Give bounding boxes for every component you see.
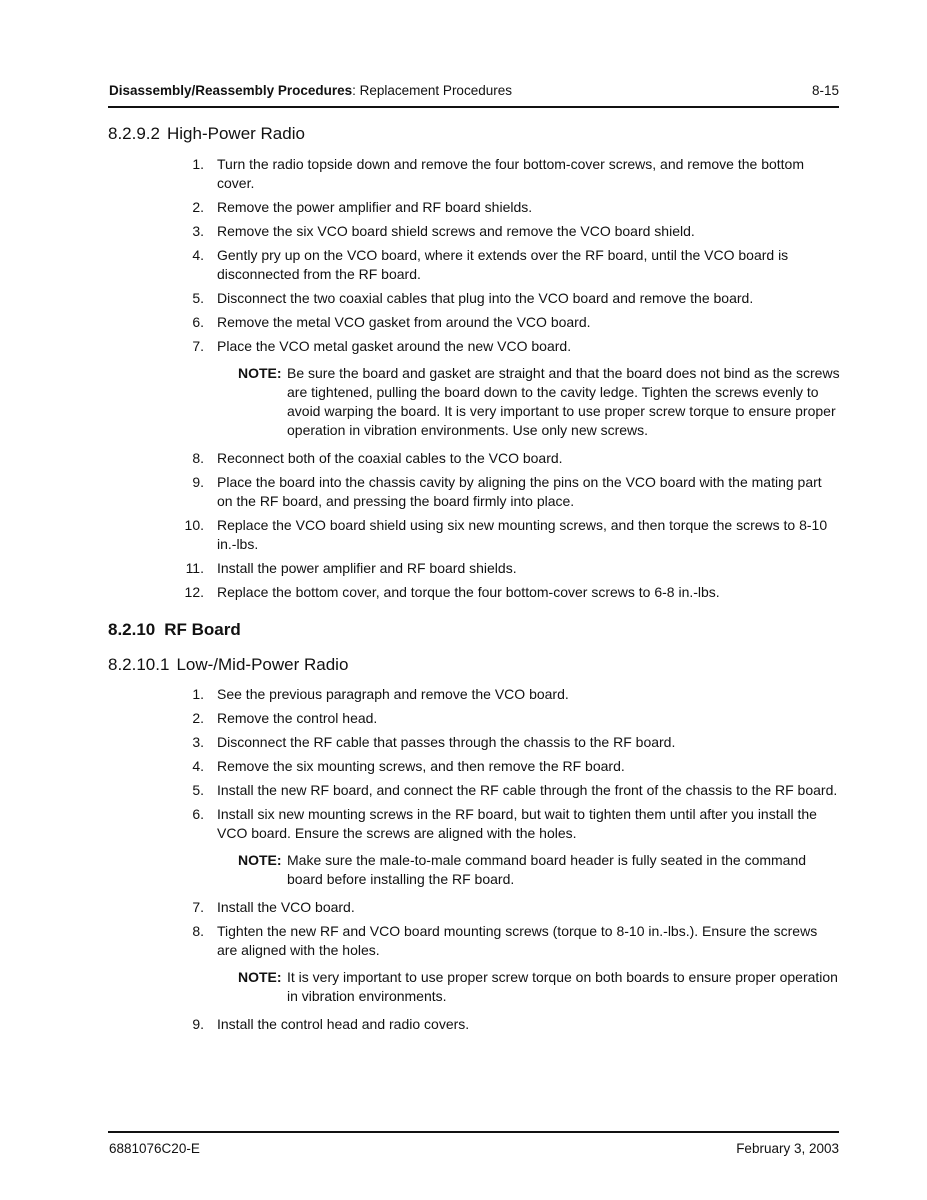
step-text: Install six new mounting screws in the RF board, but wait to tighten them until after you install the VCO board. Ensure the screws are aligned with the holes. (217, 806, 817, 841)
list-item (180, 198, 840, 217)
step-text: Remove the control head. (217, 710, 378, 726)
step-number: 2. (192, 199, 204, 215)
note-block (238, 851, 840, 889)
header-page-number: 8-15 (811, 83, 839, 98)
step-number: 11. (185, 560, 204, 576)
step-text: Disconnect the two coaxial cables that plug into the VCO board and remove the board. (217, 290, 754, 306)
step-text: Replace the bottom cover, and torque the four bottom-cover screws to 6-8 in.-lbs. (217, 584, 720, 600)
footer-date: February 3, 2003 (736, 1141, 839, 1156)
list-item (180, 1015, 840, 1034)
step-text: Gently pry up on the VCO board, where it extends over the RF board, until the VCO board is disconnected from the RF board. (217, 247, 789, 282)
header-section-rest: : Replacement Procedures (352, 83, 512, 98)
step-number: 3. (192, 734, 204, 750)
step-number: 8. (192, 923, 204, 939)
note-text: Be sure the board and gasket are straight and that the board does not bind as the screws are tightened, pulling the board down to the cavity ledge. Tighten the screws evenly to avoid warping the board. It is very important to use proper screw torque to ensure proper operation in vibration environments. Use only new screws. (287, 365, 840, 438)
step-number: 4. (192, 247, 204, 263)
step-text: Tighten the new RF and VCO board mounting screws (torque to 8-10 in.-lbs.). Ensure the screws are aligned with the holes. (217, 923, 818, 958)
note-block (238, 364, 840, 440)
step-text: See the previous paragraph and remove the VCO board. (217, 686, 569, 702)
step-number: 5. (192, 782, 204, 798)
step-number: 2. (192, 710, 204, 726)
step-text: Turn the radio topside down and remove the four bottom-cover screws, and remove the bottom cover. (217, 156, 805, 191)
step-number: 6. (192, 806, 204, 822)
step-text: Disconnect the RF cable that passes through the chassis to the RF board. (217, 734, 676, 750)
list-item (180, 473, 840, 511)
step-text: Remove the power amplifier and RF board shields. (217, 199, 533, 215)
note-text: Make sure the male-to-male command board header is fully seated in the command board before installing the RF board. (287, 852, 807, 887)
list-item (180, 313, 840, 332)
step-text: Install the control head and radio covers. (217, 1016, 470, 1032)
step-number: 9. (192, 474, 204, 490)
list-item (180, 222, 840, 241)
section-number: 8.2.10.1 (108, 655, 170, 674)
step-text: Reconnect both of the coaxial cables to the VCO board. (217, 450, 563, 466)
step-text: Remove the metal VCO gasket from around the VCO board. (217, 314, 591, 330)
section-number: 8.2.9.2 (108, 124, 160, 143)
step-number: 5. (192, 290, 204, 306)
page-header (109, 83, 839, 98)
footer-divider (108, 1131, 839, 1133)
list-item (180, 757, 840, 776)
list-item (180, 583, 840, 602)
section-heading-high-power (108, 124, 305, 144)
page-footer (109, 1141, 839, 1156)
step-text: Place the VCO metal gasket around the new VCO board. (217, 338, 572, 354)
step-number: 7. (192, 338, 204, 354)
list-item (180, 685, 840, 704)
list-item (180, 155, 840, 193)
note-label: NOTE: (238, 365, 282, 381)
section-heading-rf-board (108, 620, 241, 640)
list-item (180, 516, 840, 554)
list-item (180, 246, 840, 284)
high-power-steps (180, 155, 840, 607)
list-item (180, 922, 840, 1006)
list-item (180, 709, 840, 728)
step-number: 1. (192, 156, 204, 172)
step-text: Replace the VCO board shield using six new mounting screws, and then torque the screws to 8-10 in.-lbs. (217, 517, 828, 552)
header-section-title (109, 83, 512, 98)
note-block (238, 968, 840, 1006)
step-text: Remove the six VCO board shield screws and remove the VCO board shield. (217, 223, 695, 239)
step-text: Remove the six mounting screws, and then remove the RF board. (217, 758, 625, 774)
section-title: Low-/Mid-Power Radio (176, 655, 349, 674)
list-item (180, 805, 840, 889)
list-item (180, 449, 840, 468)
list-item (180, 898, 840, 917)
note-label: NOTE: (238, 969, 282, 985)
list-item (180, 559, 840, 578)
section-title: High-Power Radio (167, 124, 305, 143)
step-text: Install the new RF board, and connect the RF cable through the front of the chassis to the RF board. (217, 782, 838, 798)
note-label: NOTE: (238, 852, 282, 868)
step-number: 1. (192, 686, 204, 702)
step-number: 4. (192, 758, 204, 774)
list-item (180, 733, 840, 752)
header-section-bold: Disassembly/Reassembly Procedures (109, 83, 353, 98)
step-number: 3. (192, 223, 204, 239)
header-divider (108, 106, 839, 108)
section-title: RF Board (164, 620, 241, 639)
step-text: Install the power amplifier and RF board shields. (217, 560, 517, 576)
step-number: 10. (184, 517, 204, 533)
low-mid-power-steps (180, 685, 840, 1039)
step-text: Install the VCO board. (217, 899, 355, 915)
section-heading-low-mid-power (108, 655, 348, 675)
list-item (180, 337, 840, 440)
step-number: 7. (192, 899, 204, 915)
step-number: 9. (192, 1016, 204, 1032)
note-text: It is very important to use proper screw torque on both boards to ensure proper operation in vibration environments. (287, 969, 838, 1004)
step-number: 8. (192, 450, 204, 466)
step-text: Place the board into the chassis cavity by aligning the pins on the VCO board with the mating part on the RF board, and pressing the board firmly into place. (217, 474, 822, 509)
step-number: 6. (192, 314, 204, 330)
footer-doc-number: 6881076C20-E (109, 1141, 200, 1156)
section-number: 8.2.10 (108, 620, 156, 639)
list-item (180, 289, 840, 308)
list-item (180, 781, 840, 800)
step-number: 12. (184, 584, 204, 600)
